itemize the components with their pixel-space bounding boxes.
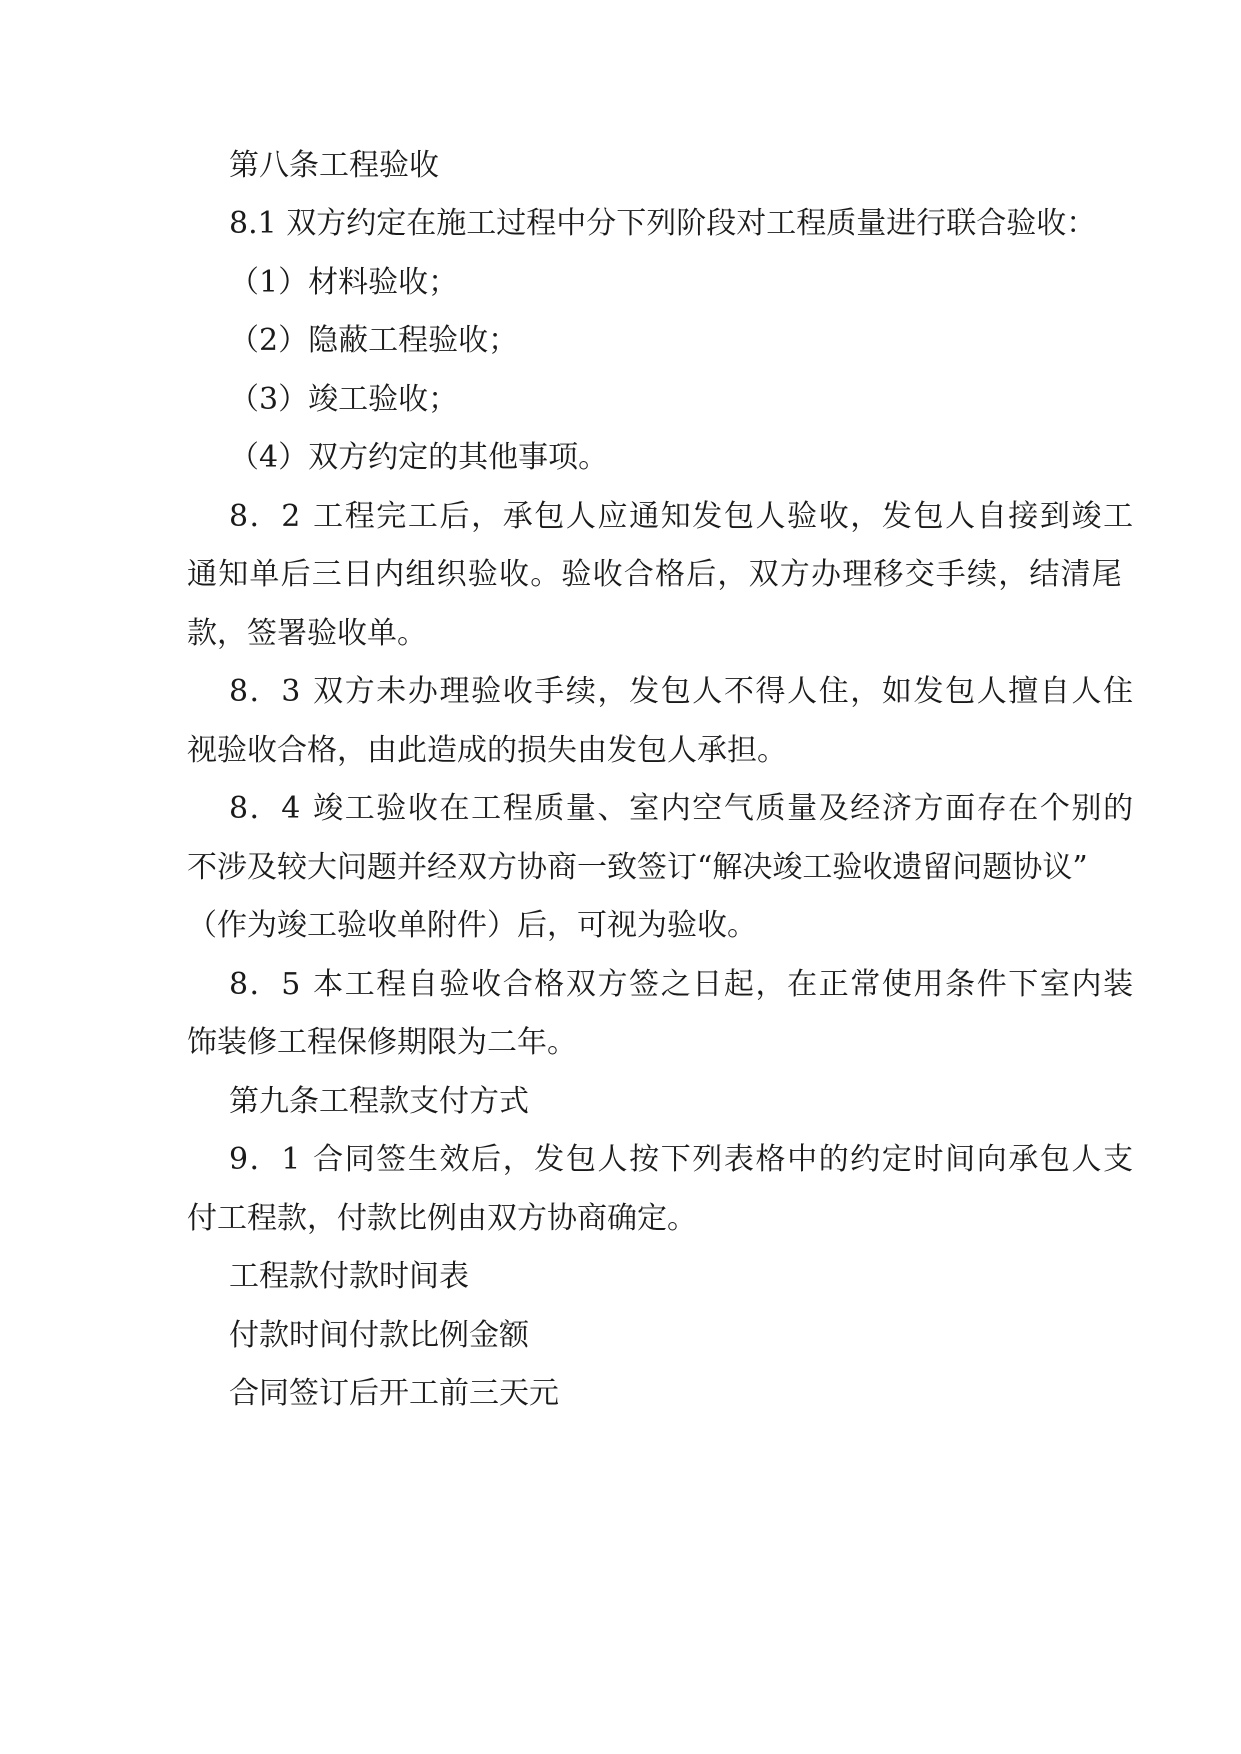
clause-8-2-line-3: 款，签署验收单。 [187, 616, 427, 651]
clause-9-1-line-2: 付工程款，付款比例由双方协商确定。 [187, 1201, 697, 1236]
payment-table-row-1: 合同签订后开工前三天元 [229, 1376, 559, 1411]
clause-9-1-line-1: 9．1 合同签生效后，发包人按下列表格中的约定时间向承包人支 [229, 1142, 1135, 1177]
clause-8-5-line-1: 8．5 本工程自验收合格双方签之日起，在正常使用条件下室内装 [229, 967, 1135, 1002]
article-9-heading: 第九条工程款支付方式 [229, 1084, 529, 1119]
clause-8-4-line-3: （作为竣工验收单附件）后，可视为验收。 [187, 908, 757, 943]
clause-8-2-line-1: 8．2 工程完工后，承包人应通知发包人验收，发包人自接到竣工 [229, 499, 1135, 534]
list-item-4: （4）双方约定的其他事项。 [229, 440, 609, 475]
payment-table-title: 工程款付款时间表 [229, 1259, 469, 1294]
clause-8-2-line-2: 通知单后三日内组织验收。验收合格后，双方办理移交手续，结清尾 [187, 557, 1123, 592]
clause-8-3-line-2: 视验收合格，由此造成的损失由发包人承担。 [187, 733, 787, 768]
clause-8-3-line-1: 8．3 双方未办理验收手续，发包人不得人住，如发包人擅自人住 [229, 674, 1135, 709]
clause-8-4-line-2: 不涉及较大问题并经双方协商一致签订“解决竣工验收遗留问题协议” [187, 850, 1088, 885]
article-8-heading: 第八条工程验收 [229, 148, 439, 183]
clause-8-4-line-1: 8．4 竣工验收在工程质量、室内空气质量及经济方面存在个别的 [229, 791, 1135, 826]
list-item-3: （3）竣工验收； [229, 382, 459, 417]
list-item-1: （1）材料验收； [229, 265, 459, 300]
payment-table-header: 付款时间付款比例金额 [229, 1318, 529, 1353]
clause-8-5-line-2: 饰装修工程保修期限为二年。 [187, 1025, 577, 1060]
list-item-2: （2）隐蔽工程验收； [229, 323, 519, 358]
clause-8-1: 8.1 双方约定在施工过程中分下列阶段对工程质量进行联合验收： [229, 206, 1097, 241]
